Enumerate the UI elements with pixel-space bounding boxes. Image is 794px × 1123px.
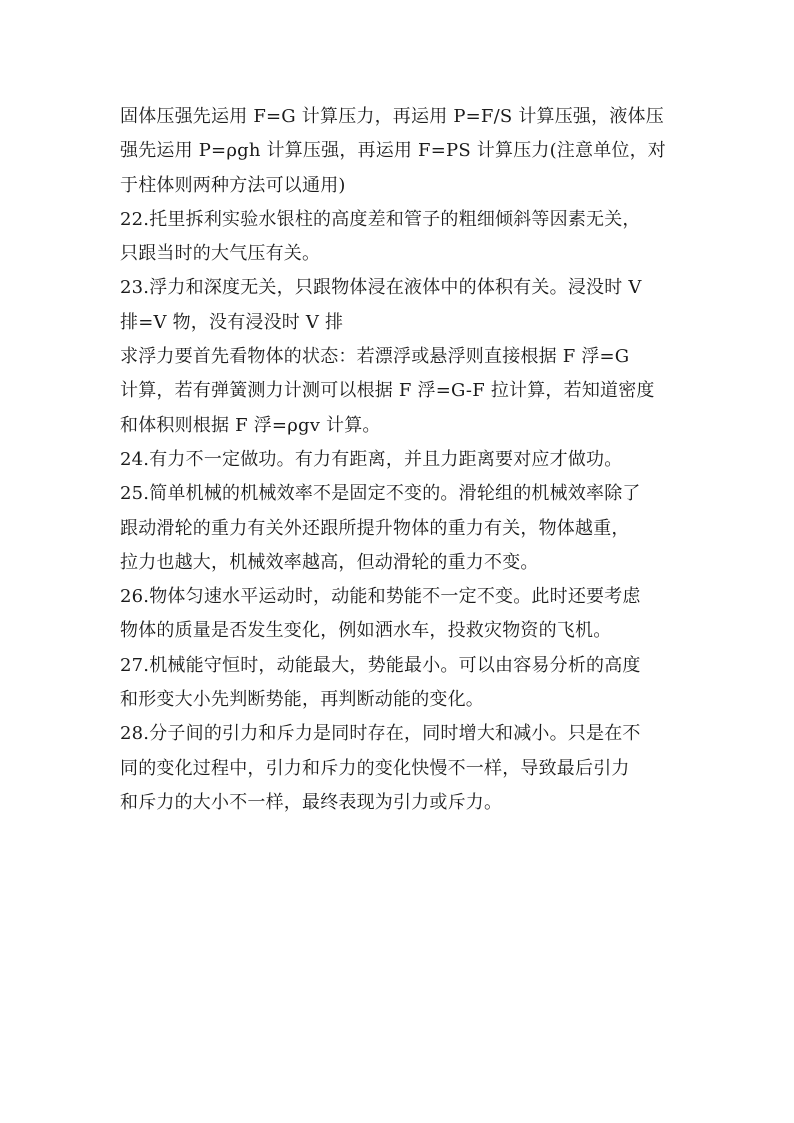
text-line: 23.浮力和深度无关，只跟物体浸在液体中的体积有关。浸没时 V bbox=[120, 277, 642, 299]
text-line: 只跟当时的大气压有关。 bbox=[120, 243, 321, 265]
text-line: 和形变大小先判断势能，再判断动能的变化。 bbox=[120, 689, 484, 711]
text-line: 27.机械能守恒时，动能最大，势能最小。可以由容易分析的高度 bbox=[120, 654, 641, 676]
text-line: 24.有力不一定做功。有力有距离，并且力距离要对应才做功。 bbox=[120, 448, 623, 470]
text-line: 求浮力要首先看物体的状态：若漂浮或悬浮则直接根据 F 浮=G bbox=[120, 346, 630, 368]
document-body bbox=[120, 100, 680, 820]
text-line: 26.物体匀速水平运动时，动能和势能不一定不变。此时还要考虑 bbox=[120, 586, 641, 608]
text-line: 于柱体则两种方法可以通用) bbox=[120, 174, 346, 196]
text-line: 跟动滑轮的重力有关外还跟所提升物体的重力有关，物体越重， bbox=[120, 517, 630, 539]
text-line: 固体压强先运用 F=G 计算压力，再运用 P=F/S 计算压强，液体压 bbox=[120, 106, 664, 127]
text-line: 22.托里拆利实验水银柱的高度差和管子的粗细倾斜等因素无关， bbox=[120, 208, 641, 230]
text-line: 25.简单机械的机械效率不是固定不变的。滑轮组的机械效率除了 bbox=[120, 483, 641, 505]
text-line: 计算，若有弹簧测力计测可以根据 F 浮=G-F 拉计算，若知道密度 bbox=[120, 380, 655, 402]
text-line: 28.分子间的引力和斥力是同时存在，同时增大和减小。只是在不 bbox=[120, 723, 641, 745]
text-line: 强先运用 P=ρgh 计算压强，再运用 F=PS 计算压力(注意单位，对 bbox=[120, 140, 667, 162]
text-line: 拉力也越大，机械效率越高，但动滑轮的重力不变。 bbox=[120, 551, 539, 573]
text-line: 物体的质量是否发生变化，例如洒水车，投救灾物资的飞机。 bbox=[120, 620, 612, 642]
text-line: 排=V 物，没有浸没时 V 排 bbox=[120, 311, 344, 333]
text-line: 同的变化过程中，引力和斥力的变化快慢不一样，导致最后引力 bbox=[120, 757, 630, 779]
text-line: 和斥力的大小不一样，最终表现为引力或斥力。 bbox=[120, 791, 503, 813]
text-line: 和体积则根据 F 浮=ρgv 计算。 bbox=[120, 414, 381, 436]
